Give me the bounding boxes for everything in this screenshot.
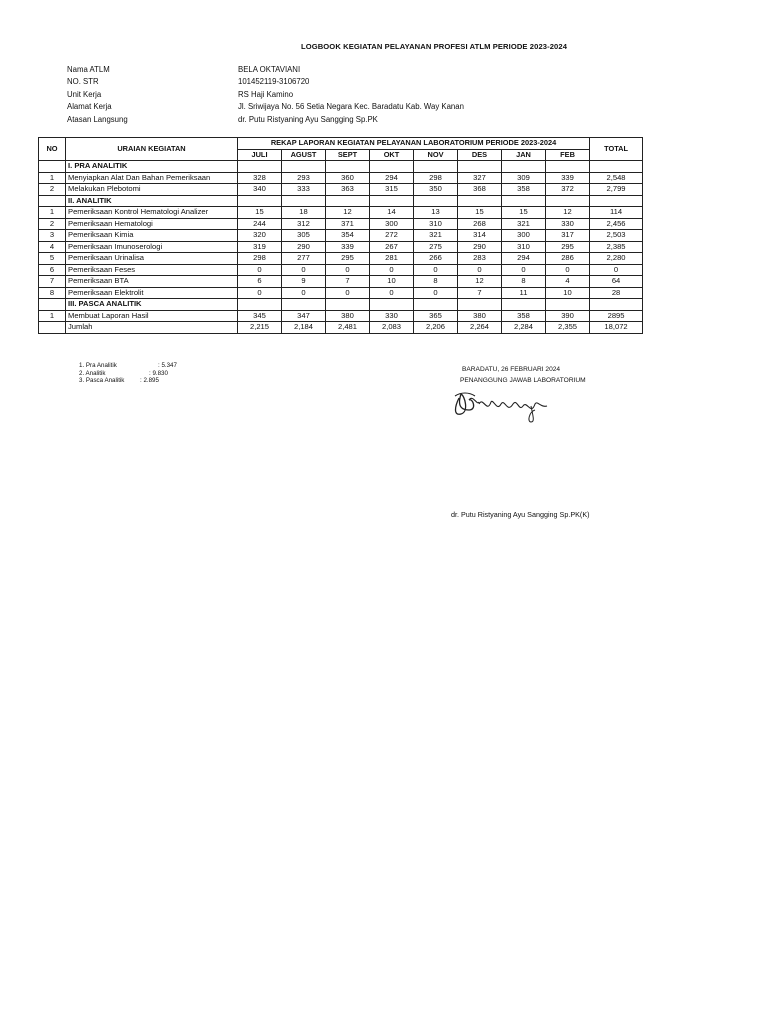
month-value: 333 <box>282 184 326 196</box>
empty-cell <box>458 299 502 311</box>
jumlah-row <box>39 322 643 334</box>
activity-name: Pemeriksaan Elektrolit <box>66 287 238 299</box>
jumlah-value: 2,264 <box>458 322 502 334</box>
jumlah-value: 2,355 <box>546 322 590 334</box>
month-value: 13 <box>414 207 458 219</box>
info-row-str <box>67 76 464 88</box>
empty-cell <box>326 195 370 207</box>
jumlah-value: 2,481 <box>326 322 370 334</box>
summary-block <box>79 362 177 385</box>
month-header: NOV <box>414 149 458 161</box>
month-value: 7 <box>326 276 370 288</box>
empty-cell <box>238 299 282 311</box>
month-value: 365 <box>414 310 458 322</box>
month-value: 300 <box>370 218 414 230</box>
month-value: 328 <box>238 172 282 184</box>
info-value: BELA OKTAVIANI <box>238 65 301 74</box>
info-row-name <box>67 64 464 76</box>
month-value: 277 <box>282 253 326 265</box>
month-value: 10 <box>370 276 414 288</box>
month-value: 286 <box>546 253 590 265</box>
month-value: 368 <box>458 184 502 196</box>
header-no: NO <box>39 138 66 161</box>
table-row <box>39 184 643 196</box>
jumlah-value: 2,284 <box>502 322 546 334</box>
info-row-unit <box>67 89 464 101</box>
month-value: 330 <box>370 310 414 322</box>
empty-cell <box>282 299 326 311</box>
month-value: 0 <box>502 264 546 276</box>
section-no-cell <box>39 161 66 173</box>
month-value: 12 <box>546 207 590 219</box>
summary-label: 3. Pasca Analitik <box>79 377 125 385</box>
month-value: 315 <box>370 184 414 196</box>
info-value: RS Haji Kamino <box>238 89 294 99</box>
summary-row <box>79 370 177 378</box>
jumlah-label: Jumlah <box>66 322 238 334</box>
row-total: 2,280 <box>590 253 643 265</box>
summary-row <box>79 362 177 370</box>
month-value: 309 <box>502 172 546 184</box>
empty-cell <box>238 195 282 207</box>
jumlah-value: 2,206 <box>414 322 458 334</box>
table-row <box>39 241 643 253</box>
empty-cell <box>238 161 282 173</box>
month-value: 10 <box>546 287 590 299</box>
empty-cell <box>326 299 370 311</box>
row-total: 2,799 <box>590 184 643 196</box>
row-total: 0 <box>590 264 643 276</box>
month-value: 295 <box>546 241 590 253</box>
row-total: 2,385 <box>590 241 643 253</box>
row-total: 114 <box>590 207 643 219</box>
info-label: Atasan Langsung <box>67 114 128 124</box>
info-value: Jl. Sriwijaya No. 56 Setia Negara Kec. Baradatu Kab. Way Kanan <box>238 102 464 112</box>
month-value: 363 <box>326 184 370 196</box>
month-value: 321 <box>502 218 546 230</box>
summary-value: : 2.895 <box>140 377 159 385</box>
month-value: 300 <box>502 230 546 242</box>
row-total: 64 <box>590 276 643 288</box>
activity-name: Pemeriksaan BTA <box>66 276 238 288</box>
row-no: 1 <box>39 172 66 184</box>
month-value: 0 <box>414 264 458 276</box>
row-no: 7 <box>39 276 66 288</box>
month-value: 380 <box>458 310 502 322</box>
row-no: 5 <box>39 253 66 265</box>
month-header: DES <box>458 149 502 161</box>
sign-place-date: BARADATU, 26 FEBRUARI 2024 <box>462 366 561 373</box>
month-value: 372 <box>546 184 590 196</box>
row-no: 1 <box>39 207 66 219</box>
month-value: 0 <box>282 264 326 276</box>
empty-cell <box>590 195 643 207</box>
month-value: 380 <box>326 310 370 322</box>
month-value: 0 <box>370 287 414 299</box>
activity-name: Pemeriksaan Kontrol Hematologi Analizer <box>66 207 238 219</box>
month-value: 8 <box>502 276 546 288</box>
month-value: 290 <box>458 241 502 253</box>
month-value: 294 <box>502 253 546 265</box>
month-value: 0 <box>326 264 370 276</box>
month-value: 358 <box>502 184 546 196</box>
section-no-cell <box>39 299 66 311</box>
month-value: 0 <box>370 264 414 276</box>
jumlah-total: 18,072 <box>590 322 643 334</box>
activity-name: Pemeriksaan Feses <box>66 264 238 276</box>
month-value: 283 <box>458 253 502 265</box>
month-header: FEB <box>546 149 590 161</box>
section-title: III. PASCA ANALITIK <box>66 299 238 311</box>
row-no: 2 <box>39 184 66 196</box>
month-value: 0 <box>238 287 282 299</box>
info-value: dr. Putu Ristyaning Ayu Sangging Sp.PK <box>238 114 378 124</box>
month-value: 294 <box>370 172 414 184</box>
handwritten-signature <box>447 386 567 431</box>
month-header: SEPT <box>326 149 370 161</box>
month-value: 9 <box>282 276 326 288</box>
info-label: Alamat Kerja <box>67 102 112 112</box>
empty-cell <box>370 195 414 207</box>
row-total: 28 <box>590 287 643 299</box>
month-value: 0 <box>282 287 326 299</box>
month-header: JAN <box>502 149 546 161</box>
month-value: 314 <box>458 230 502 242</box>
section-row <box>39 161 643 173</box>
jumlah-value: 2,215 <box>238 322 282 334</box>
month-value: 312 <box>282 218 326 230</box>
month-value: 340 <box>238 184 282 196</box>
summary-row <box>79 377 177 385</box>
month-value: 358 <box>502 310 546 322</box>
month-value: 15 <box>502 207 546 219</box>
month-value: 275 <box>414 241 458 253</box>
section-title: II. ANALITIK <box>66 195 238 207</box>
month-value: 244 <box>238 218 282 230</box>
empty-cell <box>458 195 502 207</box>
month-value: 339 <box>546 172 590 184</box>
empty-cell <box>458 161 502 173</box>
month-value: 4 <box>546 276 590 288</box>
table-row <box>39 310 643 322</box>
month-value: 268 <box>458 218 502 230</box>
table-row <box>39 253 643 265</box>
activity-name: Pemeriksaan Kimia <box>66 230 238 242</box>
empty-cell <box>546 299 590 311</box>
document-title: LOGBOOK KEGIATAN PELAYANAN PROFESI ATLM PERIODE 2023-2024 <box>300 42 568 51</box>
month-value: 350 <box>414 184 458 196</box>
row-total: 2,503 <box>590 230 643 242</box>
month-value: 11 <box>502 287 546 299</box>
row-no: 8 <box>39 287 66 299</box>
month-value: 266 <box>414 253 458 265</box>
activity-name: Melakukan Plebotomi <box>66 184 238 196</box>
header-total: TOTAL <box>590 138 643 161</box>
month-value: 6 <box>238 276 282 288</box>
signature-graphic <box>447 386 567 426</box>
month-value: 390 <box>546 310 590 322</box>
month-value: 298 <box>238 253 282 265</box>
month-value: 281 <box>370 253 414 265</box>
table-row <box>39 276 643 288</box>
info-row-address <box>67 101 464 113</box>
row-total: 2,456 <box>590 218 643 230</box>
row-no: 6 <box>39 264 66 276</box>
month-value: 15 <box>238 207 282 219</box>
month-value: 12 <box>326 207 370 219</box>
month-value: 0 <box>326 287 370 299</box>
section-title: I. PRA ANALITIK <box>66 161 238 173</box>
activity-name: Pemeriksaan Imunoserologi <box>66 241 238 253</box>
month-value: 371 <box>326 218 370 230</box>
logbook-table <box>38 137 643 334</box>
summary-value: : 5.347 <box>158 362 177 369</box>
month-value: 354 <box>326 230 370 242</box>
month-value: 8 <box>414 276 458 288</box>
month-value: 360 <box>326 172 370 184</box>
month-value: 18 <box>282 207 326 219</box>
month-value: 330 <box>546 218 590 230</box>
header-uraian: URAIAN KEGIATAN <box>66 138 238 161</box>
empty-cell <box>282 195 326 207</box>
empty-cell <box>590 299 643 311</box>
month-value: 317 <box>546 230 590 242</box>
summary-label: 1. Pra Analitik <box>79 362 117 369</box>
info-row-supervisor <box>67 114 464 126</box>
month-value: 347 <box>282 310 326 322</box>
summary-label: 2. Analitik <box>79 369 106 377</box>
empty-cell <box>370 161 414 173</box>
month-value: 0 <box>546 264 590 276</box>
table-row <box>39 172 643 184</box>
month-value: 7 <box>458 287 502 299</box>
empty-cell <box>546 195 590 207</box>
row-no: 3 <box>39 230 66 242</box>
month-value: 293 <box>282 172 326 184</box>
empty-cell <box>370 299 414 311</box>
info-value: 101452119-3106720 <box>238 77 310 87</box>
signer-name: dr. Putu Ristyaning Ayu Sangging Sp.PK(K) <box>451 510 590 519</box>
sign-role: PENANGGUNG JAWAB LABORATORIUM <box>460 377 586 384</box>
month-value: 290 <box>282 241 326 253</box>
empty-cell <box>414 161 458 173</box>
empty-cell <box>502 299 546 311</box>
empty-cell <box>546 161 590 173</box>
table-row <box>39 218 643 230</box>
activity-name: Pemeriksaan Urinalisa <box>66 253 238 265</box>
jumlah-value: 2,083 <box>370 322 414 334</box>
table-row <box>39 287 643 299</box>
section-no-cell <box>39 195 66 207</box>
month-value: 298 <box>414 172 458 184</box>
month-value: 272 <box>370 230 414 242</box>
empty-cell <box>414 195 458 207</box>
month-value: 15 <box>458 207 502 219</box>
month-value: 295 <box>326 253 370 265</box>
month-value: 345 <box>238 310 282 322</box>
month-value: 12 <box>458 276 502 288</box>
month-header: JULI <box>238 149 282 161</box>
jumlah-no-cell <box>39 322 66 334</box>
empty-cell <box>282 161 326 173</box>
jumlah-value: 2,184 <box>282 322 326 334</box>
month-value: 327 <box>458 172 502 184</box>
month-value: 320 <box>238 230 282 242</box>
identity-block <box>67 64 464 126</box>
month-header: OKT <box>370 149 414 161</box>
empty-cell <box>502 195 546 207</box>
empty-cell <box>326 161 370 173</box>
month-value: 310 <box>414 218 458 230</box>
section-row <box>39 195 643 207</box>
activity-name: Pemeriksaan Hematologi <box>66 218 238 230</box>
activity-name: Membuat Laporan Hasil <box>66 310 238 322</box>
month-value: 310 <box>502 241 546 253</box>
table-row <box>39 230 643 242</box>
month-value: 14 <box>370 207 414 219</box>
month-header: AGUST <box>282 149 326 161</box>
info-label: Nama ATLM <box>67 65 110 74</box>
month-value: 267 <box>370 241 414 253</box>
table-row <box>39 264 643 276</box>
table-row <box>39 207 643 219</box>
empty-cell <box>502 161 546 173</box>
row-total: 2895 <box>590 310 643 322</box>
info-label: NO. STR <box>67 77 99 87</box>
month-value: 305 <box>282 230 326 242</box>
summary-value: : 9.830 <box>149 369 168 377</box>
empty-cell <box>414 299 458 311</box>
row-no: 1 <box>39 310 66 322</box>
month-value: 0 <box>414 287 458 299</box>
info-label: Unit Kerja <box>67 89 102 99</box>
month-value: 0 <box>238 264 282 276</box>
row-total: 2,548 <box>590 172 643 184</box>
activity-name: Menyiapkan Alat Dan Bahan Pemeriksaan <box>66 172 238 184</box>
month-value: 339 <box>326 241 370 253</box>
month-value: 0 <box>458 264 502 276</box>
month-value: 319 <box>238 241 282 253</box>
header-rekap: REKAP LAPORAN KEGIATAN PELAYANAN LABORATORIUM PERIODE 2023-2024 <box>238 138 590 150</box>
month-value: 321 <box>414 230 458 242</box>
row-no: 4 <box>39 241 66 253</box>
row-no: 2 <box>39 218 66 230</box>
empty-cell <box>590 161 643 173</box>
table-body <box>39 161 643 334</box>
section-row <box>39 299 643 311</box>
